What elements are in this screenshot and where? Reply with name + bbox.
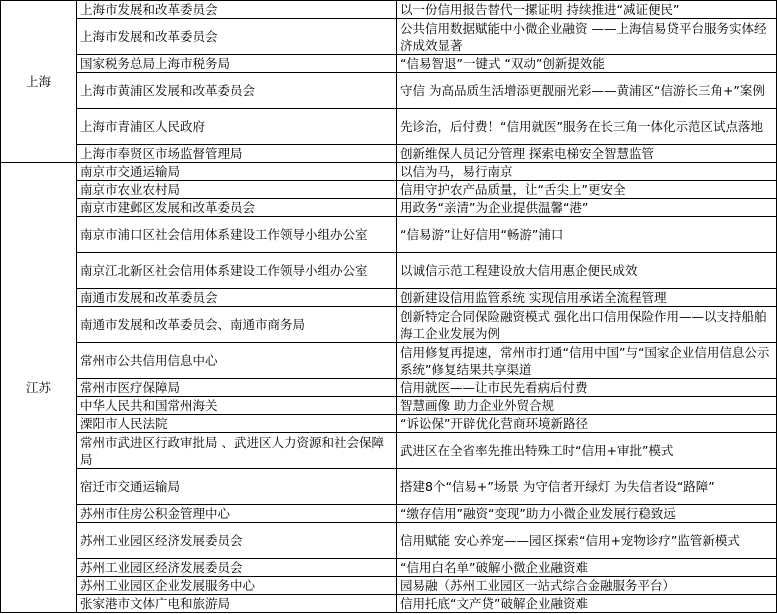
case-title-cell: 以一份信用报告替代一摞证明 持续推进“减证便民” bbox=[397, 1, 777, 19]
table-row bbox=[1, 1, 777, 19]
table-row bbox=[1, 217, 777, 253]
region-cell: 江苏 bbox=[1, 163, 77, 613]
agency-cell: 溧阳市人民法院 bbox=[77, 415, 397, 433]
agency-cell: 宿迁市交通运输局 bbox=[77, 469, 397, 505]
agency-cell: 上海市发展和改革委员会 bbox=[77, 19, 397, 55]
table-row bbox=[1, 199, 777, 217]
agency-cell: 南京市浦口区社会信用体系建设工作领导小组办公室 bbox=[77, 217, 397, 253]
case-title-cell: “缴存信用”融资“变现”助力小微企业发展行稳致远 bbox=[397, 505, 777, 523]
table-row bbox=[1, 595, 777, 613]
case-title-cell: 用政务“亲清”为企业提供温馨“港” bbox=[397, 199, 777, 217]
table-row bbox=[1, 55, 777, 73]
table-row bbox=[1, 73, 777, 109]
agency-cell: 上海市青浦区人民政府 bbox=[77, 109, 397, 145]
table-row bbox=[1, 343, 777, 379]
table-row bbox=[1, 559, 777, 577]
agency-cell: 南京市农业农村局 bbox=[77, 181, 397, 199]
table-row bbox=[1, 145, 777, 163]
case-title-cell: 创新建设信用监管系统 实现信用承诺全流程管理 bbox=[397, 289, 777, 307]
case-title-cell: 搭建8个“信易+”场景 为守信者开绿灯 为失信者设“路障” bbox=[397, 469, 777, 505]
case-title-cell: 信用修复再提速，常州市打通“信用中国”与“国家企业信用信息公示系统”修复结果共享渠道 bbox=[397, 343, 777, 379]
agency-cell: 南京市建邺区发展和改革委员会 bbox=[77, 199, 397, 217]
case-title-cell: 园易融（苏州工业园区一站式综合金融服务平台） bbox=[397, 577, 777, 595]
case-title-cell: 以信为马，易行南京 bbox=[397, 163, 777, 181]
case-title-cell: “信用白名单”破解小微企业融资难 bbox=[397, 559, 777, 577]
agency-cell: 上海市黄浦区发展和改革委员会 bbox=[77, 73, 397, 109]
agency-cell: 常州市公共信用信息中心 bbox=[77, 343, 397, 379]
table-row bbox=[1, 19, 777, 55]
case-title-cell: 信用守护农产品质量，让“舌尖上”更安全 bbox=[397, 181, 777, 199]
case-title-cell: 信用托底“文产贷”破解企业融资难 bbox=[397, 595, 777, 613]
table-row bbox=[1, 253, 777, 289]
case-title-cell: 智慧画像 助力企业外贸合规 bbox=[397, 397, 777, 415]
table-row bbox=[1, 307, 777, 343]
agency-cell: 苏州工业园区经济发展委员会 bbox=[77, 559, 397, 577]
table-row bbox=[1, 433, 777, 469]
agency-cell: 苏州工业园区经济发展委员会 bbox=[77, 523, 397, 559]
table-row bbox=[1, 397, 777, 415]
region-cell: 上海 bbox=[1, 1, 77, 163]
table-row bbox=[1, 505, 777, 523]
table-row bbox=[1, 181, 777, 199]
agency-cell: 南通市发展和改革委员会、南通市商务局 bbox=[77, 307, 397, 343]
table-row bbox=[1, 289, 777, 307]
agency-cell: 南京市交通运输局 bbox=[77, 163, 397, 181]
case-title-cell: “信易游”让好信用“畅游”浦口 bbox=[397, 217, 777, 253]
agency-cell: 常州市医疗保障局 bbox=[77, 379, 397, 397]
agency-cell: 上海市发展和改革委员会 bbox=[77, 1, 397, 19]
case-title-cell: 守信 为高品质生活增添更靓丽光彩——黄浦区“信游长三角+”案例 bbox=[397, 73, 777, 109]
case-title-cell: 创新维保人员记分管理 探索电梯安全智慧监管 bbox=[397, 145, 777, 163]
table-row bbox=[1, 469, 777, 505]
table-row bbox=[1, 577, 777, 595]
table-row bbox=[1, 415, 777, 433]
table-row bbox=[1, 379, 777, 397]
agency-cell: 中华人民共和国常州海关 bbox=[77, 397, 397, 415]
agency-cell: 上海市奉贤区市场监督管理局 bbox=[77, 145, 397, 163]
case-title-cell: 信用赋能 安心养宠——园区探索“信用+宠物诊疗”监管新模式 bbox=[397, 523, 777, 559]
table-row bbox=[1, 163, 777, 181]
case-title-cell: 先诊治，后付费！“信用就医”服务在长三角一体化示范区试点落地 bbox=[397, 109, 777, 145]
case-title-cell: “诉讼保”开辟优化营商环境新路径 bbox=[397, 415, 777, 433]
case-title-cell: “信易智退”一键式 “双动”创新提效能 bbox=[397, 55, 777, 73]
agency-cell: 苏州市住房公积金管理中心 bbox=[77, 505, 397, 523]
case-title-cell: 信用就医——让市民先看病后付费 bbox=[397, 379, 777, 397]
case-title-cell: 武进区在全省率先推出特殊工时“信用+审批”模式 bbox=[397, 433, 777, 469]
agency-cell: 苏州工业园区企业发展服务中心 bbox=[77, 577, 397, 595]
agency-cell: 常州市武进区行政审批局 、武进区人力资源和社会保障局 bbox=[77, 433, 397, 469]
agency-cell: 国家税务总局上海市税务局 bbox=[77, 55, 397, 73]
agency-cell: 南京江北新区社会信用体系建设工作领导小组办公室 bbox=[77, 253, 397, 289]
table-row bbox=[1, 109, 777, 145]
table-row bbox=[1, 523, 777, 559]
agency-cell: 南通市发展和改革委员会 bbox=[77, 289, 397, 307]
case-title-cell: 公共信用数据赋能中小微企业融资 ——上海信易贷平台服务实体经济成效显著 bbox=[397, 19, 777, 55]
case-title-cell: 创新特定合同保险融资模式 强化出口信用保险作用——以支持船舶海工企业发展为例 bbox=[397, 307, 777, 343]
agency-cell: 张家港市文体广电和旅游局 bbox=[77, 595, 397, 613]
case-title-cell: 以诚信示范工程建设放大信用惠企便民成效 bbox=[397, 253, 777, 289]
